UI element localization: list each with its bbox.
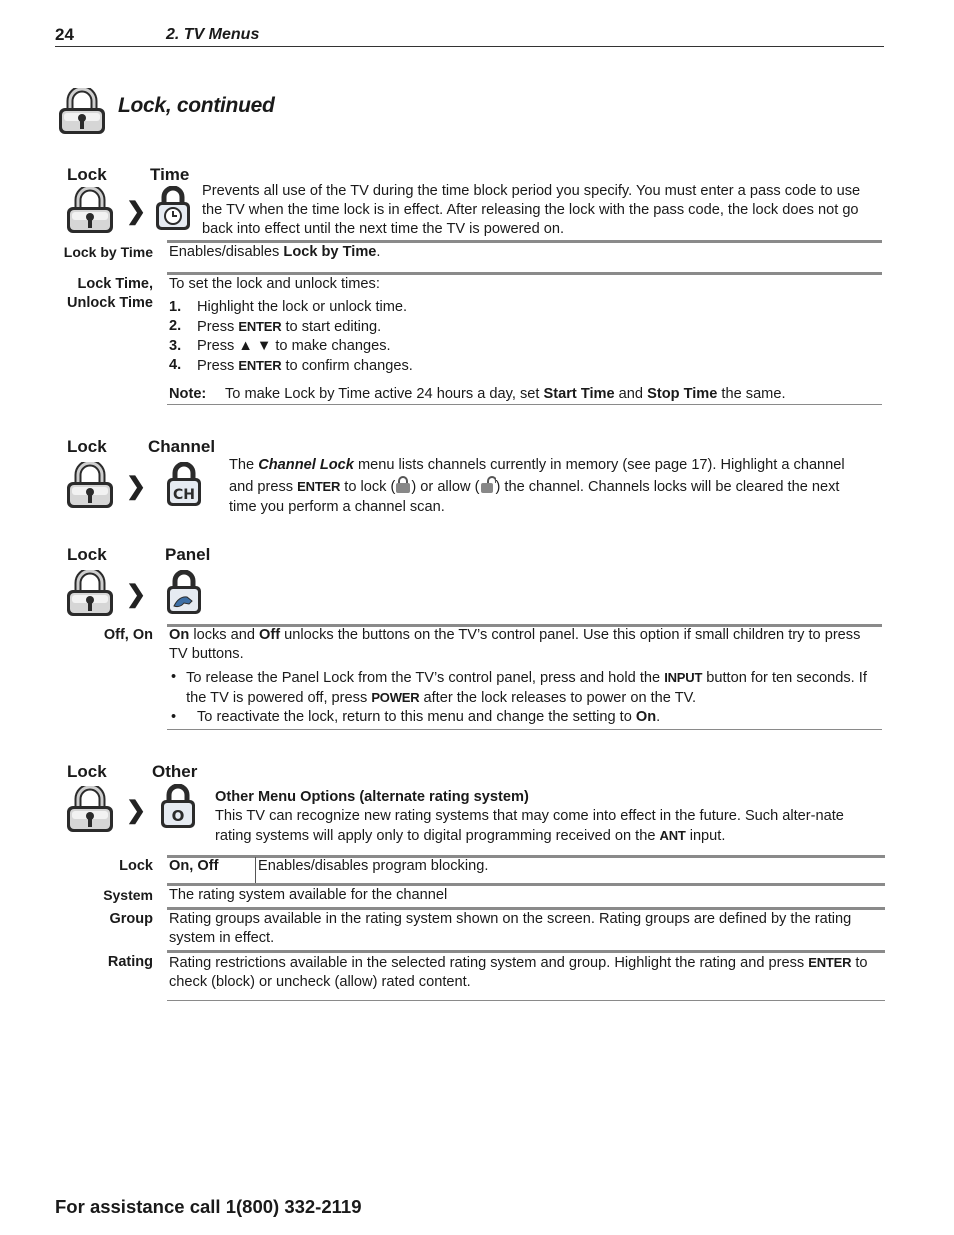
row-label-group: Group — [109, 911, 153, 927]
section-panel-label: Panel — [165, 545, 211, 564]
svg-text:O: O — [171, 807, 185, 825]
row-text-panel: On locks and Off unlocks the buttons on the TV’s control panel. Use this option if small children try to press TV buttons. • To release the Panel Lock from the TV’s control panel, press and hold the INPUT button for ten seconds. If the TV is powered off, press POWER after the lock releases to power on the TV. • To reactivate the lock, return to this menu and change the setting to On. — [169, 626, 879, 727]
lock-icon — [56, 88, 108, 136]
row-label-rating: Rating — [107, 954, 153, 970]
chevron-right-icon: ❯ — [126, 198, 147, 225]
section-channel-label: Channel — [148, 437, 216, 456]
lock-icon — [64, 187, 116, 235]
list-item: 2. Press ENTER to start editing. — [169, 318, 382, 335]
section-lock-label: Lock — [67, 165, 107, 184]
list-item: • To reactivate the lock, return to this menu and change the setting to On. — [171, 709, 661, 725]
row-sublabel-on-off: On, Off — [169, 858, 219, 874]
row-text-group: Rating groups available in the rating system shown on the screen. Rating groups are defined by the rating system in effect. — [169, 911, 852, 946]
list-item: 4. Press ENTER to confirm changes. — [169, 357, 413, 374]
section-lock-label: Lock — [67, 545, 107, 564]
row-label-lock-by-time: Lock by Time — [63, 244, 153, 260]
row-label-system: System — [103, 887, 153, 903]
other-lock-icon — [159, 784, 197, 830]
row-text-rating: Rating restrictions available in the selected rating system and group. Highlight the rating and press ENTER to check (block) or uncheck (allow) rated content. — [169, 955, 868, 990]
row-text-lock-time: To set the lock and unlock times: 1. Highlight the lock or unlock time. 2. Press ENTER to start editing. 3. Press ▲ ▼ to make changes. 4. Press ENTER to confirm changes. Note: To make Lock by Time active 24 hours a day, set Start Time and Stop Time the same. — [169, 275, 879, 404]
section-other-label: Other — [152, 762, 198, 781]
note: Note: To make Lock by Time active 24 hours a day, set Start Time and Stop Time the same. — [169, 386, 786, 402]
lock-icon — [64, 462, 116, 510]
section-lock-label: Lock — [67, 437, 107, 456]
small-lock-icon — [395, 476, 411, 494]
chevron-right-icon: ❯ — [126, 797, 147, 824]
table-rule — [167, 1000, 885, 1001]
table-rule — [167, 729, 882, 730]
row-text-system: The rating system available for the channel — [169, 887, 448, 903]
clock-lock-icon — [154, 186, 192, 232]
section-time-label: Time — [150, 165, 190, 184]
small-unlock-icon — [480, 476, 496, 494]
header-rule — [55, 46, 884, 47]
chevron-right-icon: ❯ — [126, 473, 147, 500]
table-divider — [255, 857, 256, 883]
row-label-off-on: Off, On — [103, 627, 153, 643]
other-description: Other Menu Options (alternate rating system) This TV can recognize new rating systems that may come into effect in the future. Such alter-nate rating systems will apply only to digital programming received on the ANT input. — [215, 789, 844, 844]
row-label-lock: Lock — [119, 858, 153, 874]
panel-lock-icon — [165, 570, 203, 616]
channel-description: The Channel Lock menu lists channels currently in memory (see page 17). Highlight a channel and press ENTER to lock ( ) or allow ( ) the channel. Channels locks will be cleared the next time you perform a channel scan. — [229, 457, 845, 515]
svg-text:CH: CH — [173, 487, 195, 503]
page-title: Lock, continued — [118, 94, 275, 117]
section-lock-label: Lock — [67, 762, 107, 781]
footer-assistance: For assistance call 1(800) 332-2119 — [55, 1196, 362, 1217]
list-item: • To release the Panel Lock from the TV’s control panel, press and hold the INPUT button for ten seconds. If the TV is powered off, press POWER after the lock releases to power on the TV. — [171, 669, 867, 706]
row-text-lock: Enables/disables program blocking. — [258, 858, 489, 874]
page-number: 24 — [55, 25, 74, 44]
channel-lock-icon — [165, 462, 203, 508]
table-rule — [167, 404, 882, 405]
lock-icon — [64, 786, 116, 834]
row-text-lock-by-time: Enables/disables Lock by Time. — [169, 244, 381, 260]
row-label-lock-time: Lock Time, Unlock Time — [67, 276, 153, 311]
lock-icon — [64, 570, 116, 618]
list-item: 1. Highlight the lock or unlock time. — [169, 299, 408, 315]
chapter-title: 2. TV Menus — [166, 26, 260, 43]
chevron-right-icon: ❯ — [126, 581, 147, 608]
time-description: Prevents all use of the TV during the time block period you specify. You must enter a pass code to use the TV when the time lock is in effect. After releasing the lock with the pass code, the lock does not go back into effect until the next time the TV is powered on. — [202, 183, 861, 237]
list-item: 3. Press ▲ ▼ to make changes. — [169, 338, 391, 354]
